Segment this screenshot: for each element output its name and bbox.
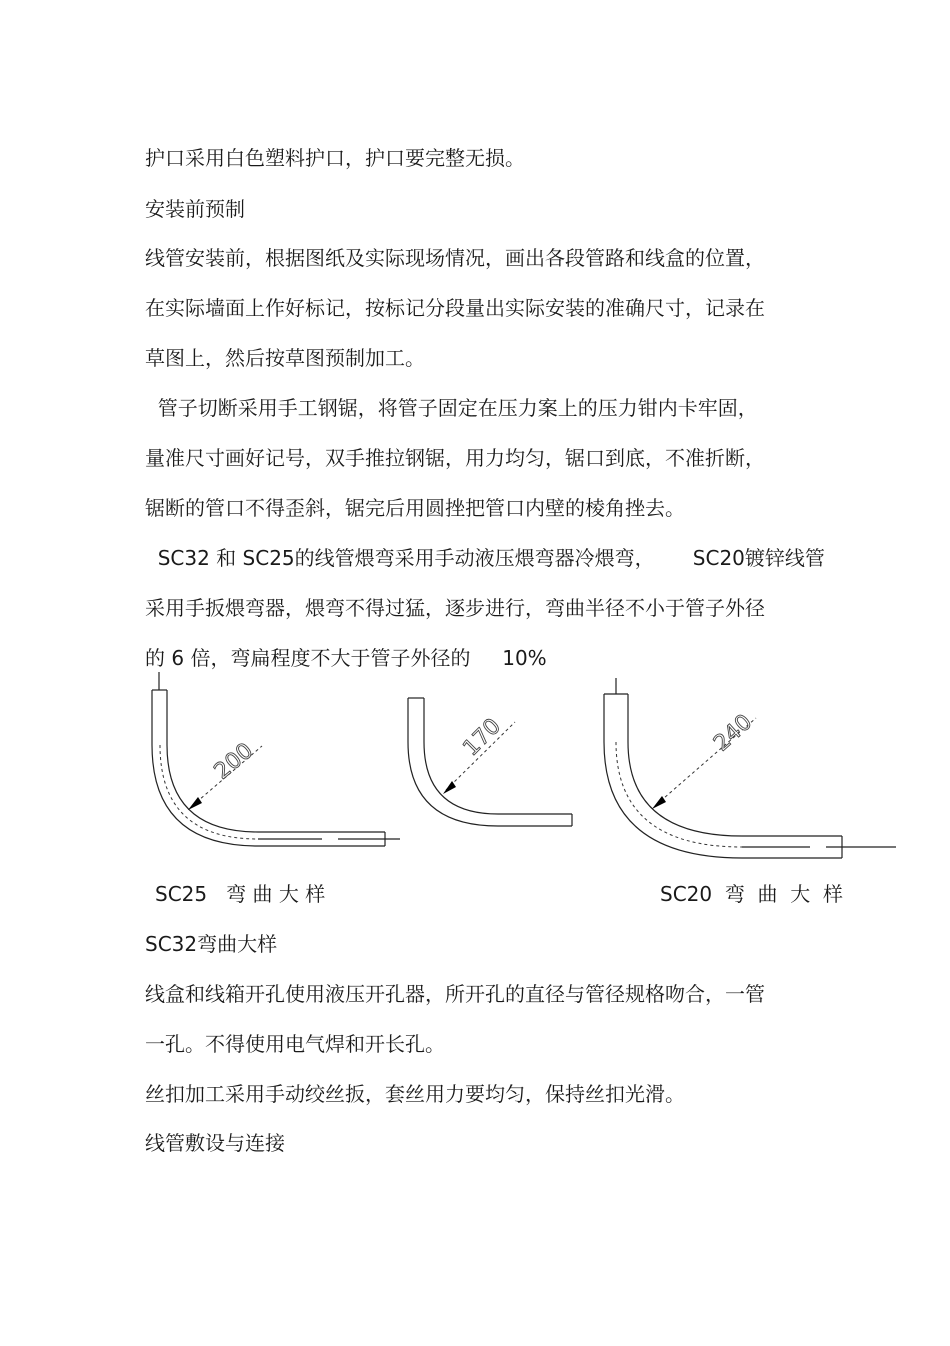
paragraph-line: 的 6 倍，弯扁程度不大于管子外径的 10% xyxy=(145,646,547,670)
figure-caption-below: SC32弯曲大样 xyxy=(145,932,278,956)
paragraph-line: 一孔。不得使用电气焊和开长孔。 xyxy=(145,1032,445,1056)
paragraph-line: 量准尺寸画好记号，双手推拉钢锯，用力均匀，锯口到底，不准折断， xyxy=(145,446,765,470)
figure-caption-left: SC25 弯 曲 大 样 xyxy=(155,882,326,906)
paragraph-line: 草图上，然后按草图预制加工。 xyxy=(145,346,425,370)
paragraph-line: 线管安装前，根据图纸及实际现场情况，画出各段管路和线盒的位置， xyxy=(145,246,765,270)
paragraph-line: SC32 和 SC25的线管煨弯采用手动液压煨弯器冷煨弯， SC20镀锌线管 xyxy=(145,546,825,570)
figure-caption-right: SC20 弯 曲 大 样 xyxy=(660,882,843,906)
paragraph-line: 在实际墙面上作好标记，按标记分段量出实际安装的准确尺寸，记录在 xyxy=(145,296,765,320)
paragraph-line: 线盒和线箱开孔使用液压开孔器，所开孔的直径与管径规格吻合，一管 xyxy=(145,982,765,1006)
bend-sample-1 xyxy=(152,672,400,846)
section-heading: 安装前预制 xyxy=(145,197,245,221)
pipe-bend-diagram xyxy=(0,670,950,870)
paragraph-line: 护口采用白色塑料护口，护口要完整无损。 xyxy=(145,146,525,170)
dimension-label: 240 xyxy=(709,709,758,757)
paragraph-line: 管子切断采用手工钢锯，将管子固定在压力案上的压力钳内卡牢固， xyxy=(145,396,758,420)
bend-sample-3 xyxy=(604,678,896,858)
bend-sample-2 xyxy=(408,698,572,826)
paragraph-line: 锯断的管口不得歪斜，锯完后用圆挫把管口内壁的棱角挫去。 xyxy=(145,496,685,520)
dimension-label: 200 xyxy=(209,738,259,785)
paragraph-line: 采用手扳煨弯器，煨弯不得过猛，逐步进行，弯曲半径不小于管子外径 xyxy=(145,596,765,620)
section-heading: 线管敷设与连接 xyxy=(145,1131,285,1155)
paragraph-line: 丝扣加工采用手动绞丝扳，套丝用力要均匀，保持丝扣光滑。 xyxy=(145,1082,685,1106)
dimension-label: 170 xyxy=(458,713,506,762)
